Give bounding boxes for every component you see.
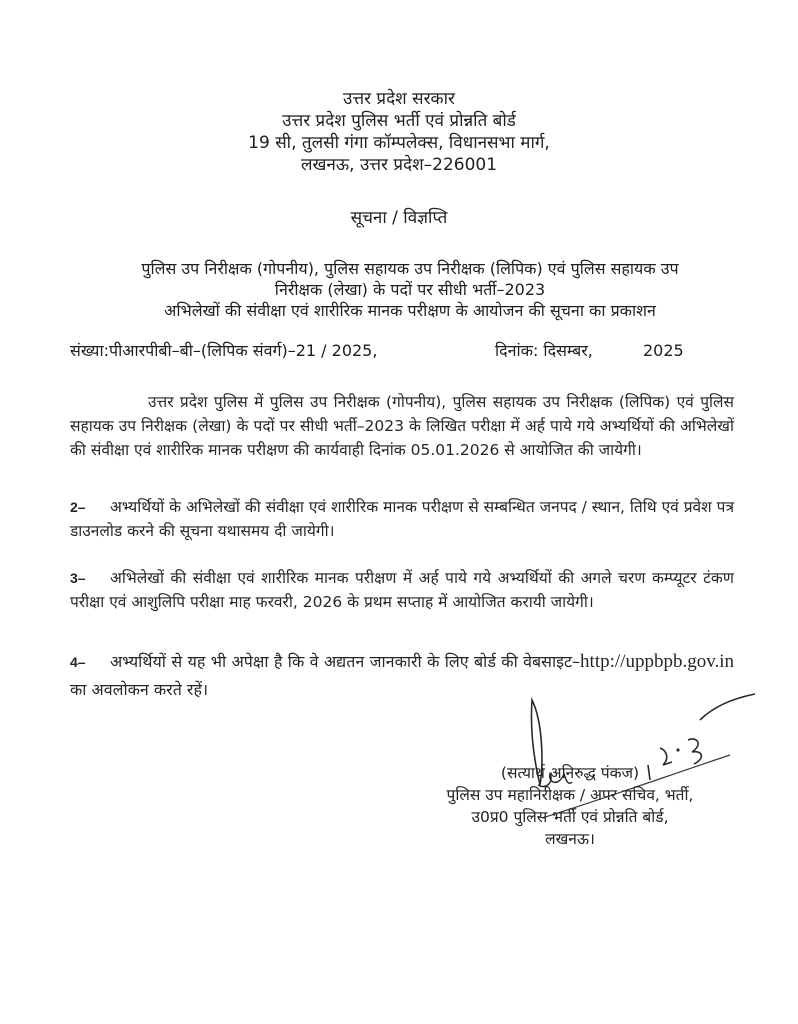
date-year: 2025 [642,341,684,360]
signatory-city: लखनऊ। [545,830,595,848]
board-name: उत्तर प्रदेश पुलिस भर्ती एवं प्रोन्नति बोर्ड [282,111,516,131]
paragraph-3 [70,566,734,614]
paragraph-text: अभ्यर्थियों के अभिलेखों की संवीक्षा एवं शारीरिक मानक परीक्षण से सम्बन्धित जनपद / स्थान, तिथि एवं प्रवेश पत्र डाउनलोड करने की सूचना यथासमय दी जायेगी। [70,498,734,540]
signatory-name: (सत्यार्थ अनिरुद्ध पंकज) [500,764,640,782]
paragraph-number: 3– [70,570,86,586]
signatory-designation: पुलिस उप महानिरीक्षक / अपर सचिव, भर्ती, [446,786,694,804]
reference-date [495,340,684,362]
subject-line-1: पुलिस उप निरीक्षक (गोपनीय), पुलिस सहायक उप निरीक्षक (लिपिक) एवं पुलिस सहायक उप [141,259,679,278]
paragraph-number: 4– [70,654,86,670]
paragraph-number: 2– [70,499,86,515]
subject-line-2: निरीक्षक (लेखा) के पदों पर सीधी भर्ती–2023 [274,280,546,299]
paragraph-1: उत्तर प्रदेश पुलिस में पुलिस उप निरीक्षक (गोपनीय), पुलिस सहायक उप निरीक्षक (लिपिक) एवं पुलिस सहायक उप निरीक्षक (लेखा) के पदों पर सीधी भर्ती–2023 के लिखित परीक्षा में अर्ह पाये गये अभ्यर्थियों की अभिलेखों की संवीक्षा एवं शारीरिक मानक परीक्षण की कार्यवाही दिनांक 05.01.2026 से आयोजित की जायेगी। [70,393,734,459]
board-address: 19 सी, तुलसी गंगा कॉम्पलेक्स, विधानसभा मार्ग, [248,133,550,153]
website-link[interactable]: http://uppbpb.gov.in [580,651,734,672]
paragraph-text: अभिलेखों की संवीक्षा एवं शारीरिक मानक परीक्षण में अर्ह पाये गये अभ्यर्थियों की अगले चरण कम्प्यूटर टंकण परीक्षा एवं आशुलिपि परीक्षा माह फरवरी, 2026 के प्रथम सप्ताह में आयोजित करायी जायेगी। [70,569,734,611]
notice-label: सूचना / विज्ञप्ति [350,208,448,228]
letterhead [0,88,798,176]
paragraph-text: अभ्यर्थियों से यह भी अपेक्षा है कि वे अद्यतन जानकारी के लिए बोर्ड की वेबसाइट– [110,652,581,671]
signatory-board: उ0प्र0 पुलिस भर्ती एवं प्रोन्नति बोर्ड, [471,808,669,826]
paragraph-2 [70,495,734,543]
subject-line-3: अभिलेखों की संवीक्षा एवं शारीरिक मानक परीक्षण के आयोजन की सूचना का प्रकाशन [164,301,656,320]
government-name: उत्तर प्रदेश सरकार [343,89,455,109]
board-city: लखनऊ, उत्तर प्रदेश–226001 [300,155,498,175]
reference-row [70,340,720,364]
paragraph-4 [70,648,734,703]
date-label: दिनांक: दिसम्बर, [495,341,593,360]
paragraph-text-end: का अवलोकन करते रहें। [70,680,209,699]
notice-subject [60,258,760,321]
reference-number: संख्या:पीआरपीबी–बी–(लिपिक संवर्ग)–21 / 2025, [70,341,378,360]
signature-block [400,762,740,850]
